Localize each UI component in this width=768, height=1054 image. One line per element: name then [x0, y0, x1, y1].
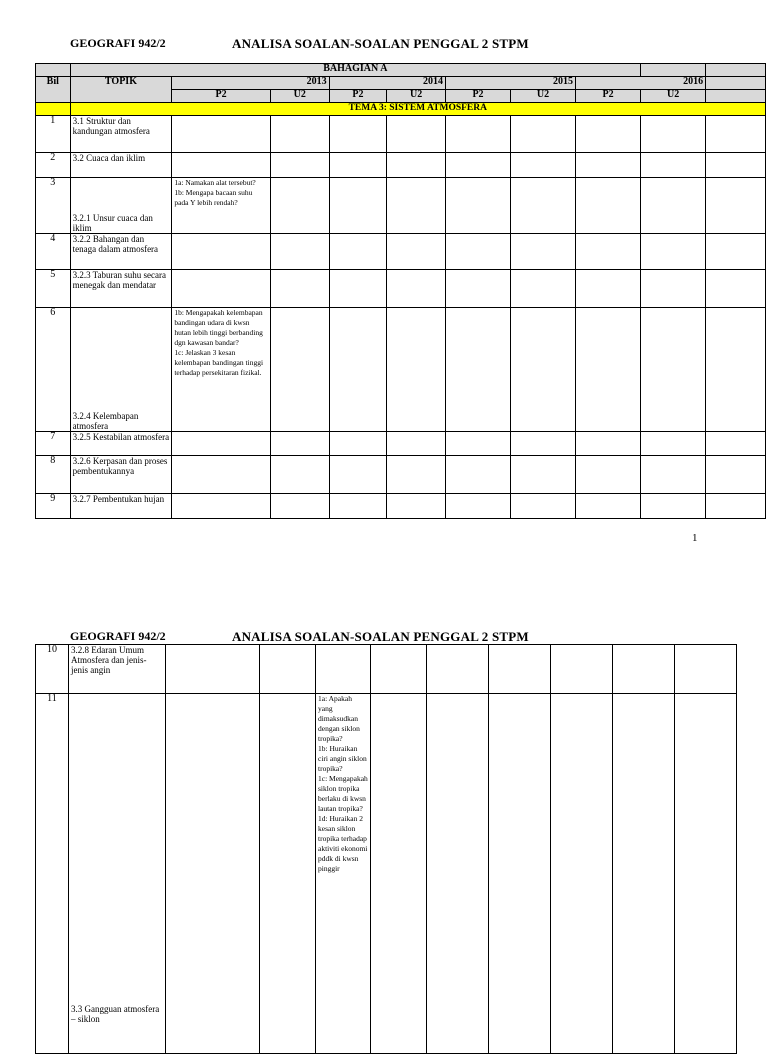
topic-text: 3.2.6 Kerpasan dan proses pembentukannya [72, 456, 168, 476]
topic-text: 3.2.3 Taburan suhu secara menegak dan mendatar [72, 270, 167, 290]
topic-text: 3.1 Struktur dan kandungan atmosfera [72, 116, 150, 136]
paper-header: U2 [641, 90, 706, 103]
header-blank-cell [36, 64, 71, 77]
paper-header: U2 [270, 90, 329, 103]
topic-cell [70, 432, 172, 456]
row-number: 1 [36, 116, 71, 153]
paper-header: P2 [446, 90, 511, 103]
row-number: 2 [36, 153, 71, 178]
paper-header: P2 [576, 90, 641, 103]
analysis-table-page-2 [35, 644, 737, 1054]
question-text-2013: 1b: Mengapakah kelembapan bandingan udara di kwsn hutan lebih tinggi berbanding dgn kawasan bandar? 1c: Jelaskan 3 kesan kelembapan bandingan tinggi terhadap persekitaran fizikal. [172, 308, 271, 432]
row-number: 9 [36, 494, 71, 519]
year-header-2016: 2016 [576, 77, 706, 90]
analysis-table-page-1 [35, 63, 766, 519]
table-row [36, 270, 766, 308]
year-header-2013: 2013 [172, 77, 329, 90]
topic-text: 3.2.8 Edaran Umum Atmosfera dan jenis-jenis angin [71, 645, 147, 675]
table-row [36, 432, 766, 456]
table-row [36, 153, 766, 178]
topic-cell [70, 456, 172, 494]
row-number: 10 [36, 645, 69, 694]
row-number: 6 [36, 308, 71, 432]
topic-cell [70, 153, 172, 178]
topic-cell [70, 116, 172, 153]
topic-cell [70, 234, 172, 270]
table-row [36, 234, 766, 270]
paper-header: U2 [511, 90, 576, 103]
topic-text: 3.3 Gangguan atmosfera – siklon [71, 1004, 160, 1024]
section-heading: BAHAGIAN A [70, 64, 641, 77]
topic-text: 3.2.4 Kelembapan atmosfera [72, 411, 139, 431]
topic-cell [70, 270, 172, 308]
column-header-topic: TOPIK [70, 77, 172, 103]
column-header-bil: Bil [36, 77, 71, 103]
year-header-2015: 2015 [446, 77, 576, 90]
header-blank-cell [706, 77, 766, 90]
question-text-2013: 1a: Namakan alat tersebut? 1b: Mengapa bacaan suhu pada Y lebih rendah? [172, 178, 271, 234]
topic-cell [69, 694, 166, 1054]
topic-cell [69, 645, 166, 694]
table-row [36, 308, 766, 432]
question-text-2014: 1a: Apakah yang dimaksudkan dengan siklon tropika? 1b: Huraikan ciri angin siklon tropika? 1c: Mengapakah siklon tropika berlaku di kwsn lautan tropika? 1d: Huraikan 2 kesan siklon tropika terhadap aktiviti ekonomi pddk di kwsn pinggir [316, 694, 371, 1054]
topic-text: 3.2.1 Unsur cuaca dan iklim [72, 213, 153, 233]
table-row [36, 456, 766, 494]
row-number: 11 [36, 694, 69, 1054]
table-row [36, 494, 766, 519]
topic-cell [70, 494, 172, 519]
header-blank-cell [706, 64, 766, 77]
topic-cell [70, 178, 172, 234]
paper-header: P2 [329, 90, 387, 103]
topic-cell [70, 308, 172, 432]
subject-code: GEOGRAFI 942/2 [70, 36, 166, 50]
paper-header: U2 [387, 90, 446, 103]
topic-text: 3.2.5 Kestabilan atmosfera [72, 432, 170, 442]
topic-text: 3.2.2 Bahangan dan tenaga dalam atmosfera [72, 234, 159, 254]
table-row [36, 178, 766, 234]
header-blank-cell [641, 64, 706, 77]
topic-text: 3.2 Cuaca dan iklim [72, 153, 146, 163]
document-title: ANALISA SOALAN-SOALAN PENGGAL 2 STPM [232, 629, 529, 644]
row-number: 4 [36, 234, 71, 270]
table-row [36, 116, 766, 153]
header-blank-cell [706, 90, 766, 103]
document-title: ANALISA SOALAN-SOALAN PENGGAL 2 STPM [232, 36, 529, 51]
topic-text: 3.2.7 Pembentukan hujan [72, 494, 165, 504]
row-number: 8 [36, 456, 71, 494]
subject-code: GEOGRAFI 942/2 [70, 629, 166, 643]
theme-heading: TEMA 3: SISTEM ATMOSFERA [70, 103, 765, 116]
row-number: 3 [36, 178, 71, 234]
row-number: 5 [36, 270, 71, 308]
year-header-2014: 2014 [329, 77, 445, 90]
theme-blank-cell [36, 103, 71, 116]
table-row [36, 694, 737, 1054]
page-number: 1 [692, 532, 698, 544]
paper-header: P2 [172, 90, 271, 103]
row-number: 7 [36, 432, 71, 456]
table-row [36, 645, 737, 694]
